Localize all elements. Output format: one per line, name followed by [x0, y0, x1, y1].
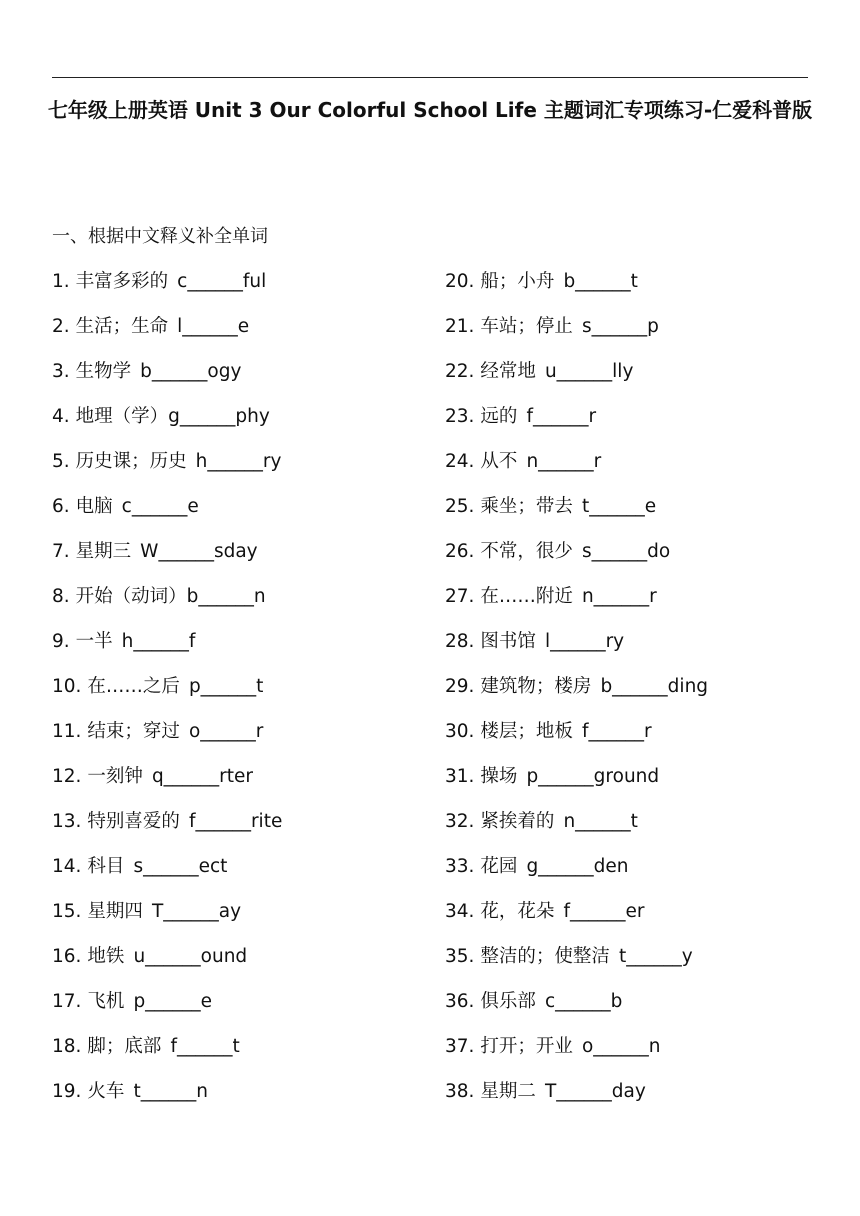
vocab-item: [445, 1078, 825, 1123]
item-number: 5.: [52, 451, 70, 472]
chinese-meaning: 科目: [87, 856, 125, 877]
chinese-meaning: 结束；穿过: [87, 721, 180, 742]
vocab-item: [445, 943, 825, 988]
chinese-meaning: 地铁: [87, 946, 125, 967]
vocab-item: [445, 853, 825, 898]
chinese-meaning: 整洁的；使整洁: [480, 946, 610, 967]
document-title: 七年级上册英语 Unit 3 Our Colorful School Life 主题词汇专项练习-仁爱科普版: [47, 98, 813, 122]
vocab-item: [52, 808, 432, 853]
item-number: 33.: [445, 856, 475, 877]
item-number: 31.: [445, 766, 475, 787]
item-number: 38.: [445, 1081, 475, 1102]
vocab-item: [445, 628, 825, 673]
vocab-item: [445, 808, 825, 853]
vocab-item: [52, 538, 432, 583]
vocab-item: [445, 988, 825, 1033]
vocab-item: [52, 988, 432, 1033]
item-number: 27.: [445, 586, 475, 607]
word-blank: n______t: [563, 811, 638, 832]
item-number: 16.: [52, 946, 82, 967]
word-blank: u______lly: [544, 361, 634, 382]
item-number: 32.: [445, 811, 475, 832]
word-blank: f______t: [170, 1036, 240, 1057]
word-blank: p______t: [188, 676, 264, 697]
chinese-meaning: 星期三: [75, 541, 132, 562]
vocab-item: [445, 313, 825, 358]
item-number: 20.: [445, 271, 475, 292]
vocab-item: [52, 1078, 432, 1123]
vocab-item: [52, 628, 432, 673]
right-column: [445, 268, 825, 1123]
vocab-item: [52, 718, 432, 763]
item-number: 13.: [52, 811, 82, 832]
word-blank: o______r: [188, 721, 264, 742]
word-blank: p______ground: [526, 766, 660, 787]
chinese-meaning: 在……之后: [87, 676, 180, 697]
item-number: 8.: [52, 586, 70, 607]
vocab-item: [52, 898, 432, 943]
vocab-item: [52, 1033, 432, 1078]
chinese-meaning: 操场: [480, 766, 518, 787]
item-number: 26.: [445, 541, 475, 562]
vocab-item: [52, 268, 432, 313]
word-blank: t______n: [133, 1081, 208, 1102]
word-blank: f______er: [563, 901, 645, 922]
chinese-meaning: 图书馆: [480, 631, 536, 652]
section-heading: 一、根据中文释义补全单词: [52, 226, 268, 247]
chinese-meaning: 建筑物；楼房: [480, 676, 592, 697]
item-number: 6.: [52, 496, 70, 517]
item-number: 15.: [52, 901, 82, 922]
chinese-meaning: 开始（动词）b______n: [75, 586, 266, 607]
vocab-item: [445, 718, 825, 763]
chinese-meaning: 花，花朵: [480, 901, 555, 922]
vocab-item: [445, 268, 825, 313]
vocab-item: [445, 583, 825, 628]
word-blank: f______r: [581, 721, 652, 742]
word-blank: n______r: [526, 451, 602, 472]
chinese-meaning: 花园: [480, 856, 518, 877]
word-blank: f______rite: [188, 811, 283, 832]
word-blank: b______t: [563, 271, 638, 292]
word-blank: g______den: [526, 856, 629, 877]
word-blank: c______e: [121, 496, 199, 517]
word-blank: h______ry: [195, 451, 282, 472]
vocab-item: [52, 853, 432, 898]
chinese-meaning: 历史课；历史: [75, 451, 187, 472]
chinese-meaning: 火车: [87, 1081, 125, 1102]
chinese-meaning: 乘坐；带去: [480, 496, 573, 517]
vocab-item: [445, 493, 825, 538]
item-number: 36.: [445, 991, 475, 1012]
word-blank: q______rter: [151, 766, 254, 787]
chinese-meaning: 电脑: [75, 496, 113, 517]
vocab-item: [52, 583, 432, 628]
vocab-item: [445, 763, 825, 808]
item-number: 19.: [52, 1081, 82, 1102]
item-number: 22.: [445, 361, 475, 382]
word-blank: p______e: [133, 991, 213, 1012]
word-blank: T______day: [544, 1081, 646, 1102]
chinese-meaning: 车站；停止: [480, 316, 573, 337]
vocab-item: [52, 448, 432, 493]
chinese-meaning: 一刻钟: [87, 766, 143, 787]
word-blank: c______b: [544, 991, 623, 1012]
vocab-item: [52, 673, 432, 718]
word-blank: u______ound: [133, 946, 248, 967]
item-number: 24.: [445, 451, 475, 472]
item-number: 4.: [52, 406, 70, 427]
vocab-item: [52, 763, 432, 808]
item-number: 3.: [52, 361, 70, 382]
chinese-meaning: 从不: [480, 451, 518, 472]
chinese-meaning: 星期二: [480, 1081, 536, 1102]
chinese-meaning: 地理（学）g______phy: [75, 406, 270, 427]
word-blank: h______f: [121, 631, 196, 652]
vocab-item: [52, 493, 432, 538]
item-number: 17.: [52, 991, 82, 1012]
word-blank: c______ful: [177, 271, 267, 292]
word-blank: l______e: [177, 316, 250, 337]
chinese-meaning: 楼层；地板: [480, 721, 573, 742]
item-number: 25.: [445, 496, 475, 517]
vocab-item: [445, 898, 825, 943]
vocab-item: [445, 1033, 825, 1078]
vocab-item: [52, 403, 432, 448]
word-blank: o______n: [581, 1036, 661, 1057]
chinese-meaning: 脚；底部: [87, 1036, 162, 1057]
chinese-meaning: 飞机: [87, 991, 125, 1012]
item-number: 23.: [445, 406, 475, 427]
vocab-item: [445, 448, 825, 493]
word-blank: b______ding: [600, 676, 709, 697]
word-blank: t______e: [581, 496, 657, 517]
word-blank: t______y: [618, 946, 693, 967]
vocab-item: [445, 403, 825, 448]
chinese-meaning: 俱乐部: [480, 991, 536, 1012]
chinese-meaning: 远的: [480, 406, 518, 427]
item-number: 18.: [52, 1036, 82, 1057]
word-blank: s______ect: [133, 856, 228, 877]
word-blank: b______ogy: [140, 361, 242, 382]
word-blank: f______r: [526, 406, 597, 427]
chinese-meaning: 船；小舟: [480, 271, 555, 292]
item-number: 30.: [445, 721, 475, 742]
left-column: [52, 268, 432, 1123]
item-number: 2.: [52, 316, 70, 337]
item-number: 14.: [52, 856, 82, 877]
chinese-meaning: 丰富多彩的: [75, 271, 169, 292]
vocab-item: [445, 673, 825, 718]
item-number: 28.: [445, 631, 475, 652]
item-number: 11.: [52, 721, 82, 742]
word-blank: n______r: [581, 586, 657, 607]
header-rule: [52, 77, 808, 78]
item-number: 9.: [52, 631, 70, 652]
item-number: 21.: [445, 316, 475, 337]
vocab-item: [445, 358, 825, 403]
chinese-meaning: 特别喜爱的: [87, 811, 180, 832]
chinese-meaning: 打开；开业: [480, 1036, 573, 1057]
chinese-meaning: 不常，很少: [480, 541, 573, 562]
item-number: 10.: [52, 676, 82, 697]
vocab-item: [445, 538, 825, 583]
chinese-meaning: 在……附近: [480, 586, 573, 607]
word-blank: W______sday: [140, 541, 258, 562]
item-number: 34.: [445, 901, 475, 922]
vocab-item: [52, 943, 432, 988]
word-blank: s______p: [581, 316, 659, 337]
item-number: 7.: [52, 541, 70, 562]
item-number: 35.: [445, 946, 475, 967]
item-number: 12.: [52, 766, 82, 787]
chinese-meaning: 紧挨着的: [480, 811, 555, 832]
vocab-item: [52, 358, 432, 403]
item-number: 37.: [445, 1036, 475, 1057]
chinese-meaning: 星期四: [87, 901, 143, 922]
vocab-item: [52, 313, 432, 358]
chinese-meaning: 经常地: [480, 361, 536, 382]
chinese-meaning: 生物学: [75, 361, 132, 382]
item-number: 29.: [445, 676, 475, 697]
chinese-meaning: 一半: [75, 631, 113, 652]
word-blank: l______ry: [544, 631, 625, 652]
word-blank: T______ay: [151, 901, 242, 922]
chinese-meaning: 生活；生命: [75, 316, 169, 337]
word-blank: s______do: [581, 541, 671, 562]
item-number: 1.: [52, 271, 70, 292]
